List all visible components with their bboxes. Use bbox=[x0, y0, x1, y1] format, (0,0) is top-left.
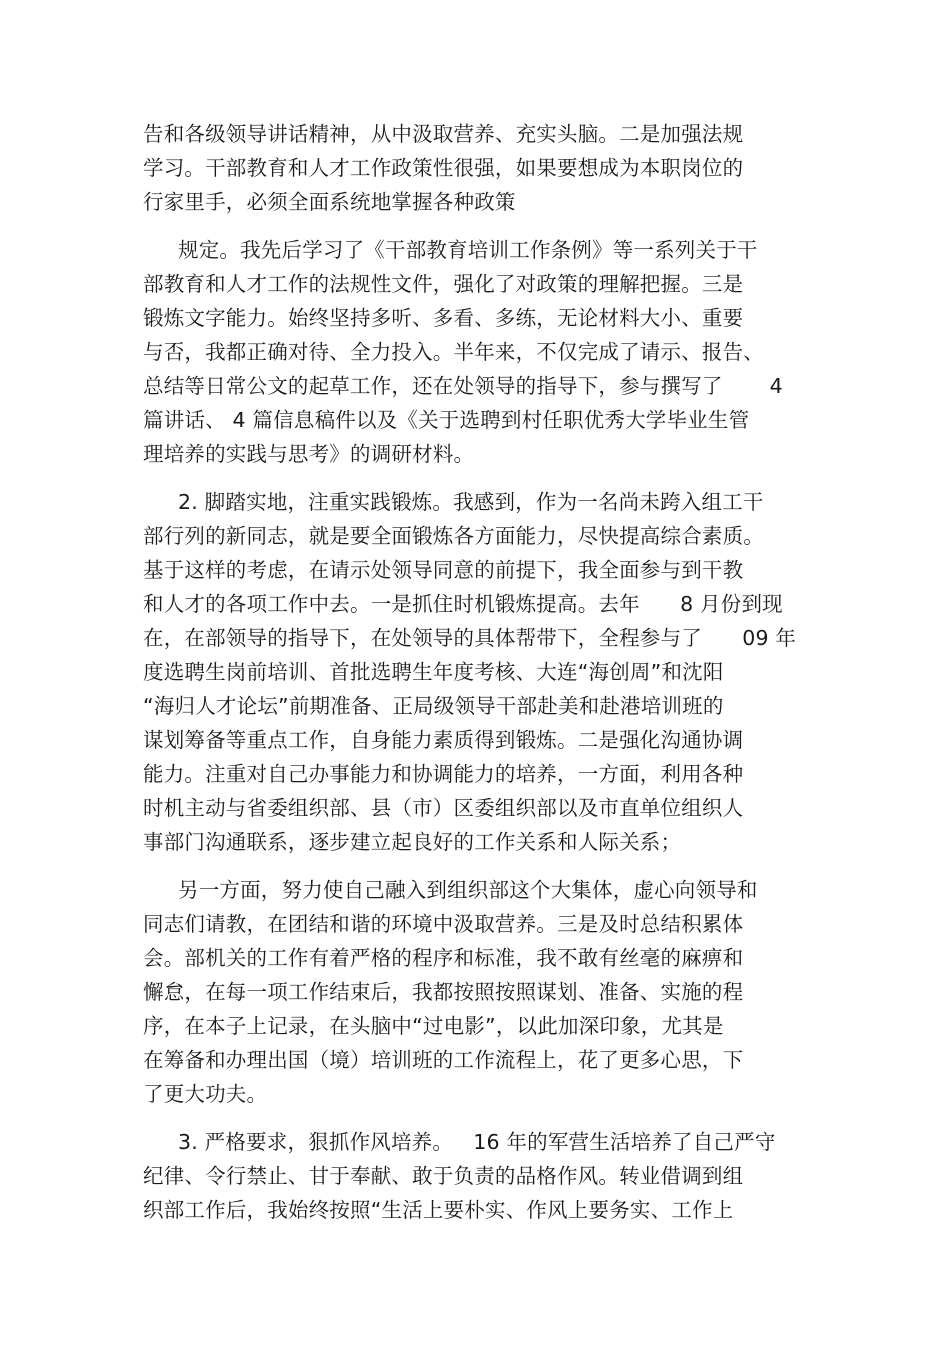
text-line: 篇讲话、 4 篇信息稿件以及《关于选聘到村任职优秀大学毕业生管 bbox=[143, 408, 750, 432]
text-line: 在筹备和办理出国（境）培训班的工作流程上，花了更多心思，下 bbox=[143, 1048, 744, 1072]
text-line: 纪律、令行禁止、甘于奉献、敢于负责的品格作风。转业借调到组 bbox=[143, 1164, 744, 1188]
text-line: 与否，我都正确对待、全力投入。半年来，不仅完成了请示、报告、 bbox=[143, 340, 764, 364]
text-line: 在，在部领导的指导下，在处领导的具体帮带下，全程参与了 09 年 bbox=[143, 626, 797, 650]
text-line: 度选聘生岗前培训、首批选聘生年度考核、大连“海创周”和沈阳 bbox=[143, 660, 724, 684]
text-line: 部行列的新同志，就是要全面锻炼各方面能力，尽快提高综合素质。 bbox=[143, 524, 764, 548]
text-line: 理培养的实践与思考》的调研材料。 bbox=[143, 442, 475, 466]
text-line: 总结等日常公文的起草工作，还在处领导的指导下，参与撰写了 4 bbox=[143, 374, 783, 398]
text-line: 和人才的各项工作中去。一是抓住时机锻炼提高。去年 8 月份到现 bbox=[143, 592, 783, 616]
text-line: 部教育和人才工作的法规性文件，强化了对政策的理解把握。三是 bbox=[143, 272, 744, 296]
text-line: 告和各级领导讲话精神，从中汲取营养、充实头脑。二是加强法规 bbox=[143, 122, 744, 146]
text-line: 同志们请教，在团结和谐的环境中汲取营养。三是及时总结积累体 bbox=[143, 912, 744, 936]
text-line: 序，在本子上记录，在头脑中“过电影”，以此加深印象，尤其是 bbox=[143, 1014, 724, 1038]
text-line: 织部工作后，我始终按照“生活上要朴实、作风上要务实、工作上 bbox=[143, 1198, 734, 1222]
text-line: 基于这样的考虑，在请示处领导同意的前提下，我全面参与到干教 bbox=[143, 558, 744, 582]
text-line: 3. 严格要求，狠抓作风培养。 16 年的军营生活培养了自己严守 bbox=[178, 1130, 776, 1154]
text-line: 会。部机关的工作有着严格的程序和标准，我不敢有丝毫的麻痹和 bbox=[143, 946, 744, 970]
text-line: 懈怠，在每一项工作结束后，我都按照按照谋划、准备、实施的程 bbox=[143, 980, 744, 1004]
text-line: 时机主动与省委组织部、县（市）区委组织部以及市直单位组织人 bbox=[143, 796, 744, 820]
text-line: 了更大功夫。 bbox=[143, 1082, 268, 1106]
text-line: 谋划筹备等重点工作，自身能力素质得到锻炼。二是强化沟通协调 bbox=[143, 728, 744, 752]
text-line: 另一方面，努力使自己融入到组织部这个大集体，虚心向领导和 bbox=[178, 878, 758, 902]
text-line: 锻炼文字能力。始终坚持多听、多看、多练，无论材料大小、重要 bbox=[143, 306, 744, 330]
text-line: 规定。我先后学习了《干部教育培训工作条例》等一系列关于干 bbox=[178, 238, 758, 262]
text-line: 能力。注重对自己办事能力和协调能力的培养，一方面，利用各种 bbox=[143, 762, 744, 786]
text-line: 2. 脚踏实地，注重实践锻炼。我感到，作为一名尚未跨入组工干 bbox=[178, 490, 764, 514]
text-line: 学习。干部教育和人才工作政策性很强，如果要想成为本职岗位的 bbox=[143, 156, 744, 180]
text-line: 事部门沟通联系，逐步建立起良好的工作关系和人际关系； bbox=[143, 830, 682, 854]
text-line: “海归人才论坛”前期准备、正局级领导干部赴美和赴港培训班的 bbox=[143, 694, 724, 718]
text-line: 行家里手，必须全面系统地掌握各种政策 bbox=[143, 190, 516, 214]
